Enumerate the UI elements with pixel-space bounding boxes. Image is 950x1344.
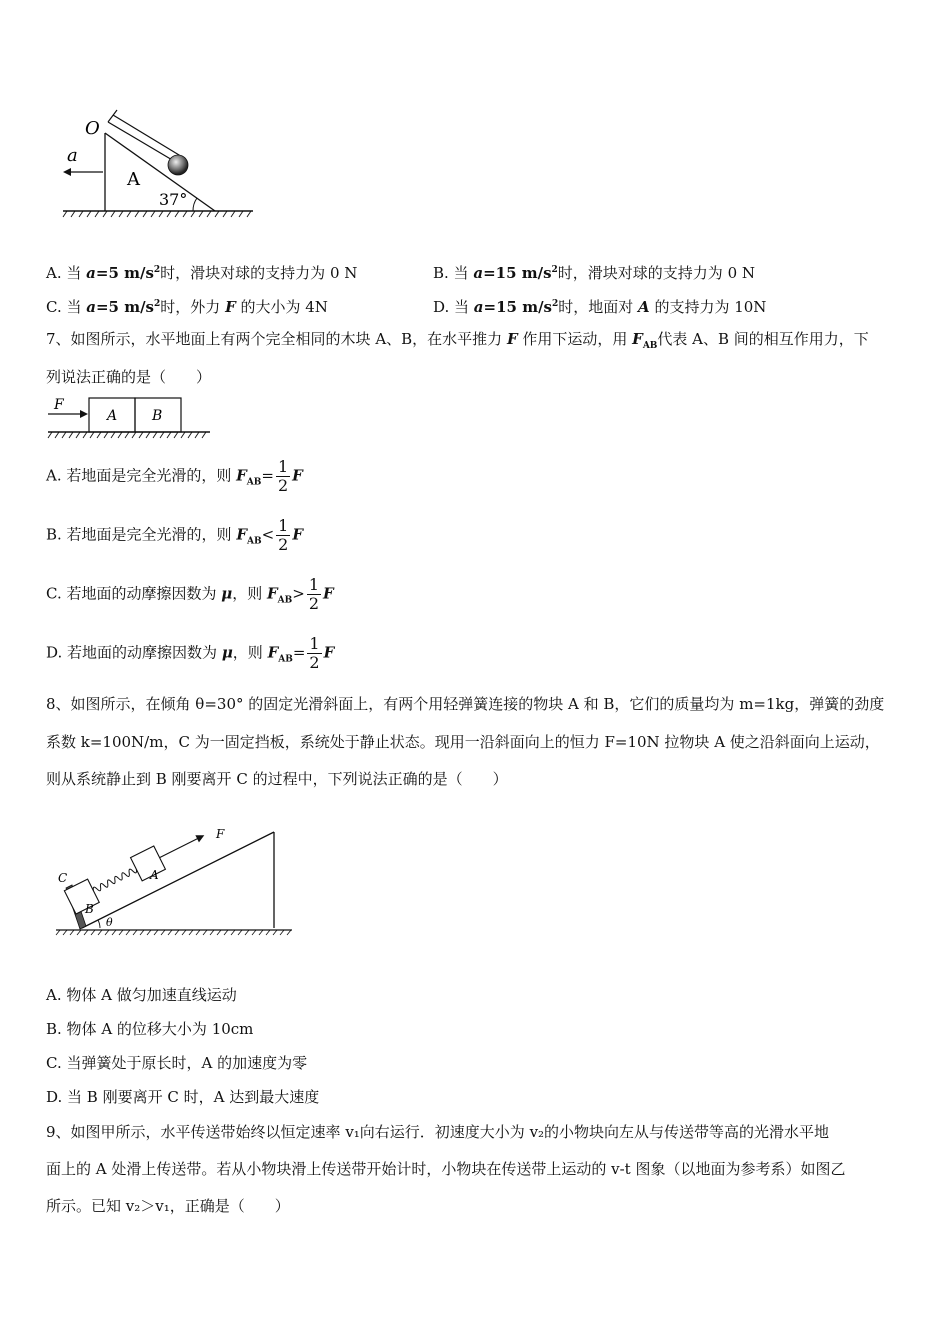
q6-label-block: A — [127, 169, 140, 190]
q8-stem-line-1: 8、如图所示，在倾角 θ=30° 的固定光滑斜面上，有两个用轻弹簧连接的物块 A 和 B，它们的质量均为 m=1kg，弹簧的劲度 — [46, 695, 885, 713]
q8-figure — [52, 820, 297, 940]
q7-label-f: F — [54, 397, 64, 413]
q7-option-c: C. 若地面的动摩擦因数为 μ，则 $F_{AB}>$ $\frac{1}{2}$ F — [46, 575, 334, 613]
q8-option-b: B. 物体 A 的位移大小为 10cm — [46, 1020, 254, 1038]
q7-stem-line-1: 7、如图所示，水平地面上有两个完全相同的木块 A、B，在水平推力 F 作用下运动，用 $F_{AB}$代表 A、B 间的相互作用力，下 — [46, 330, 869, 351]
fraction-one-half: $\frac{1}{2}$ — [308, 575, 320, 613]
fraction-one-half: $\frac{1}{2}$ — [278, 516, 289, 554]
q6-option-b: B. 当 a=15 $m/s^2$时，滑块对球的支持力为 0 N — [433, 264, 756, 282]
q6-label-o: O — [85, 118, 100, 139]
q9-stem-line-2: 面上的 A 处滑上传送带。若从小物块滑上传送带开始计时，小物块在传送带上运动的 v-t 图象（以地面为参考系）如图乙 — [46, 1160, 846, 1178]
q8-stem-line-2: 系数 k=100N/m，C 为一固定挡板，系统处于静止状态。现用一沿斜面向上的恒力 F=10N 拉物块 A 使之沿斜面向上运动， — [46, 733, 880, 751]
q8-label-c: C — [58, 871, 68, 885]
q6-label-a: a — [67, 145, 78, 166]
q9-stem-line-1: 9、如图甲所示，水平传送带始终以恒定速率 v₁向右运行．初速度大小为 v₂的小物块向左从与传送带等高的光滑水平地 — [46, 1123, 830, 1141]
q9-stem-line-3: 所示。已知 v₂＞v₁，正确是（ ） — [46, 1197, 290, 1215]
q8-option-a: A. 物体 A 做匀加速直线运动 — [46, 986, 237, 1004]
q7-option-a: A. 若地面是完全光滑的，则 $F_{AB}=$ $\frac{1}{2}$ F — [46, 457, 303, 495]
q8-option-c: C. 当弹簧处于原长时，A 的加速度为零 — [46, 1054, 308, 1072]
q6-option-c: C. 当 a=5 $m/s^2$时，外力 F 的大小为 4N — [46, 298, 328, 316]
fraction-one-half: $\frac{1}{2}$ — [277, 457, 289, 495]
q7-stem-line-2: 列说法正确的是（ ） — [46, 368, 212, 386]
q7-option-b: B. 若地面是完全光滑的，则 $F_{AB}<$ $\frac{1}{2}$ F — [46, 516, 304, 554]
q6-option-a: A. 当 a=5 $m/s^2$时，滑块对球的支持力为 0 N — [46, 264, 358, 282]
q6-option-d: D. 当 a=15 $m/s^2$时，地面对 A 的支持力为 10N — [433, 298, 767, 316]
q8-label-theta: θ — [106, 916, 113, 929]
q8-option-d: D. 当 B 刚要离开 C 时，A 达到最大速度 — [46, 1088, 320, 1106]
q7-label-a: A — [107, 408, 118, 424]
q6-figure — [55, 105, 265, 225]
q7-option-d: D. 若地面的动摩擦因数为 μ，则 $F_{AB}=$ $\frac{1}{2}$ F — [46, 634, 335, 672]
q8-label-b: B — [85, 902, 94, 916]
fraction-one-half: $\frac{1}{2}$ — [309, 634, 320, 672]
q8-stem-line-3: 则从系统静止到 B 刚要离开 C 的过程中，下列说法正确的是（ ） — [46, 770, 508, 788]
q7-figure — [44, 394, 214, 444]
q8-label-a: A — [150, 868, 159, 882]
q8-label-f: F — [216, 827, 225, 841]
q6-label-angle: 37° — [159, 190, 188, 209]
q7-label-b: B — [152, 408, 163, 424]
